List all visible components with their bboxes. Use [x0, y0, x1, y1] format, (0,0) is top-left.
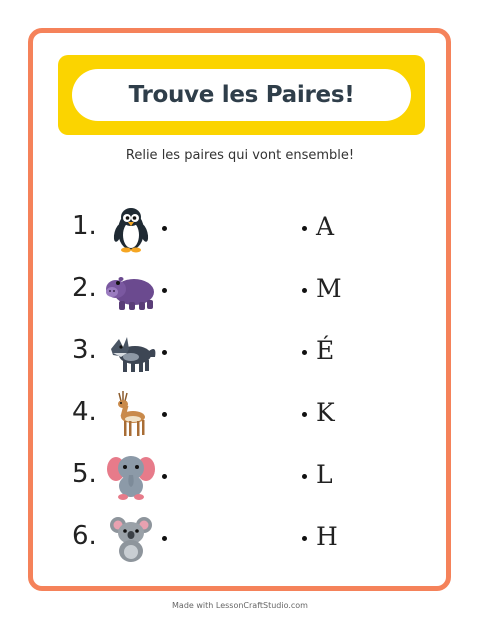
- row-number: 4.: [72, 397, 97, 427]
- penguin-icon: [105, 203, 157, 253]
- right-match-dot[interactable]: [302, 536, 307, 541]
- match-row: [0, 265, 480, 315]
- row-number: 3.: [72, 335, 97, 365]
- match-letter: H: [316, 522, 338, 551]
- koala-icon: [105, 513, 157, 563]
- row-number: 1.: [72, 211, 97, 241]
- right-match-dot[interactable]: [302, 350, 307, 355]
- hippo-icon: [105, 265, 157, 315]
- left-match-dot[interactable]: [162, 412, 167, 417]
- left-match-dot[interactable]: [162, 350, 167, 355]
- row-number: 6.: [72, 521, 97, 551]
- right-match-dot[interactable]: [302, 288, 307, 293]
- row-number: 2.: [72, 273, 97, 303]
- match-row: [0, 513, 480, 563]
- page-title: Trouve les Paires!: [128, 82, 355, 108]
- match-letter: A: [316, 212, 335, 241]
- elephant-icon: [105, 451, 157, 501]
- match-row: [0, 327, 480, 377]
- match-row: [0, 203, 480, 253]
- match-letter: É: [316, 336, 335, 365]
- left-match-dot[interactable]: [162, 474, 167, 479]
- match-letter: K: [316, 398, 335, 427]
- left-match-dot[interactable]: [162, 288, 167, 293]
- match-letter: M: [316, 274, 342, 303]
- row-number: 5.: [72, 459, 97, 489]
- match-letter: L: [316, 460, 333, 489]
- deer-icon: [105, 389, 157, 439]
- match-row: [0, 389, 480, 439]
- left-match-dot[interactable]: [162, 536, 167, 541]
- wolf-icon: [105, 327, 157, 377]
- right-match-dot[interactable]: [302, 474, 307, 479]
- footer-credit: Made with LessonCraftStudio.com: [172, 601, 308, 610]
- right-match-dot[interactable]: [302, 412, 307, 417]
- left-match-dot[interactable]: [162, 226, 167, 231]
- instructions: Relie les paires qui vont ensemble!: [125, 148, 355, 163]
- match-row: [0, 451, 480, 501]
- title-pill: [72, 69, 411, 121]
- right-match-dot[interactable]: [302, 226, 307, 231]
